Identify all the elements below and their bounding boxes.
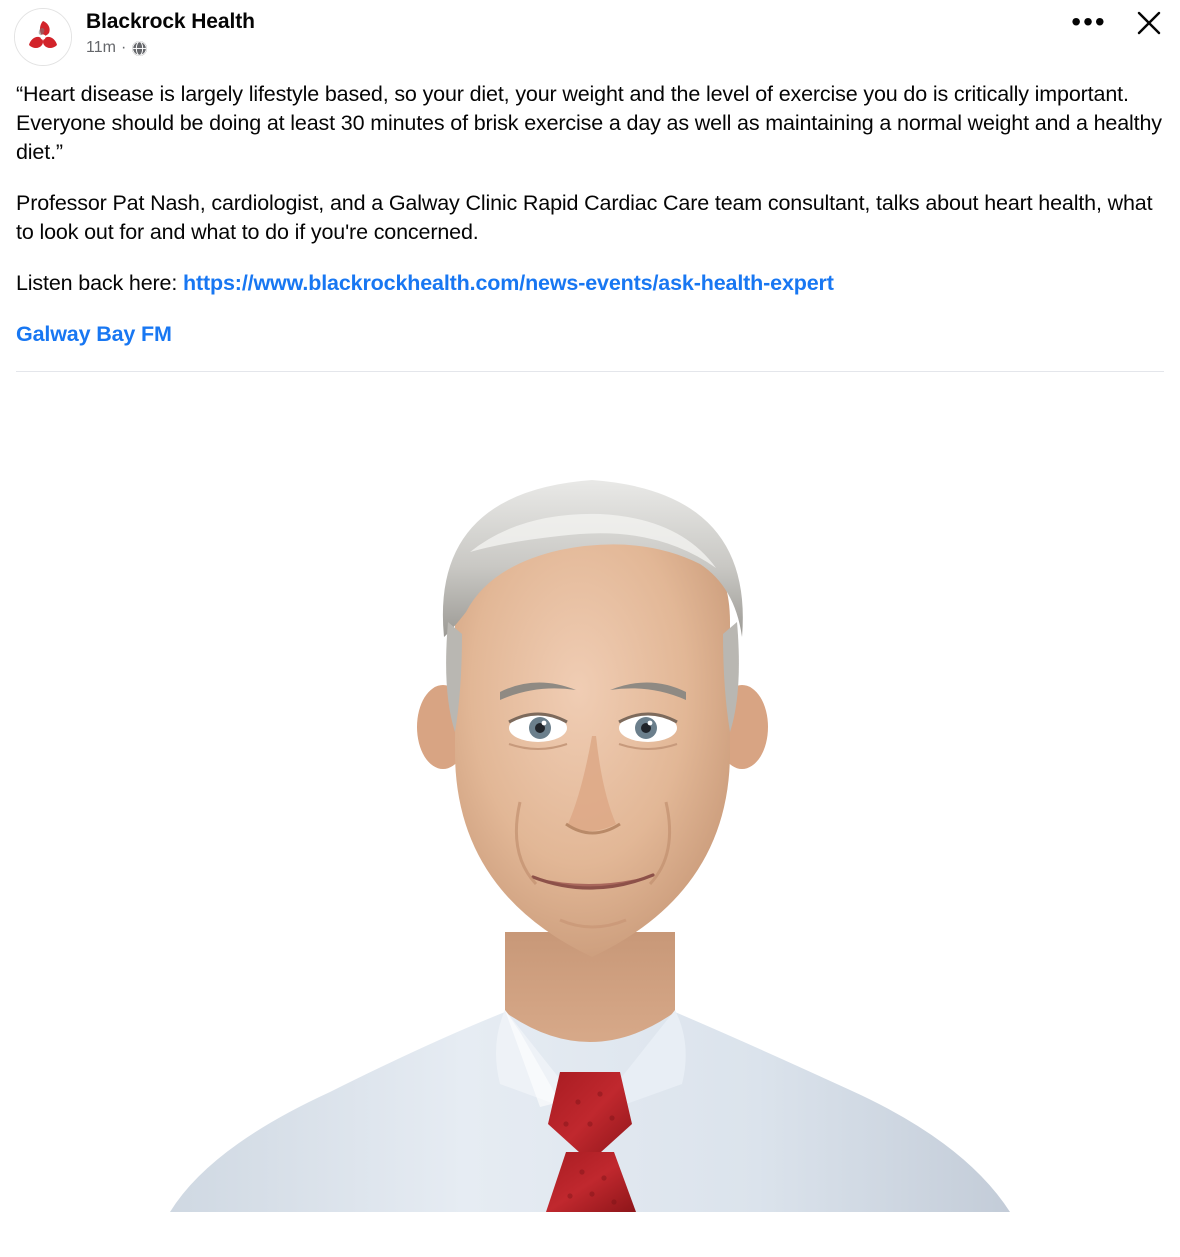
post-meta bbox=[86, 39, 1072, 57]
post-author-block bbox=[86, 6, 1072, 57]
post-header bbox=[0, 0, 1180, 70]
post-paragraph-listen bbox=[16, 269, 1164, 298]
post-paragraph-tag bbox=[16, 320, 1164, 349]
meta-separator: · bbox=[120, 39, 127, 56]
post-paragraph-quote: “Heart disease is largely lifestyle based, so your diet, your weight and the level of exercise you do is critically important. Everyone should be doing at least 30 minutes of brisk exercise a day as well as maintaining a normal weight and a healthy diet.” bbox=[16, 82, 1162, 164]
tagged-page-link[interactable]: Galway Bay FM bbox=[16, 322, 172, 346]
close-icon bbox=[1136, 10, 1162, 36]
close-button[interactable] bbox=[1132, 8, 1166, 38]
portrait-photo bbox=[0, 372, 1180, 1212]
post-timestamp[interactable]: 11m bbox=[86, 39, 116, 56]
listen-back-link[interactable]: https://www.blackrockhealth.com/news-events/ask-health-expert bbox=[183, 271, 834, 295]
listen-back-prefix: Listen back here: bbox=[16, 271, 184, 295]
globe-icon[interactable] bbox=[131, 40, 148, 57]
avatar[interactable] bbox=[14, 8, 72, 66]
post-image[interactable] bbox=[0, 372, 1180, 1212]
blackrock-health-logo-icon bbox=[15, 9, 71, 65]
post-text bbox=[0, 70, 1180, 372]
more-options-button[interactable]: ••• bbox=[1071, 6, 1107, 37]
page-name[interactable]: Blackrock Health bbox=[86, 10, 255, 33]
post-paragraph-description: Professor Pat Nash, cardiologist, and a Galway Clinic Rapid Cardiac Care team consultant, talks about heart health, what to look out for and what to do if you're concerned. bbox=[16, 191, 1153, 244]
header-actions bbox=[1072, 6, 1166, 38]
